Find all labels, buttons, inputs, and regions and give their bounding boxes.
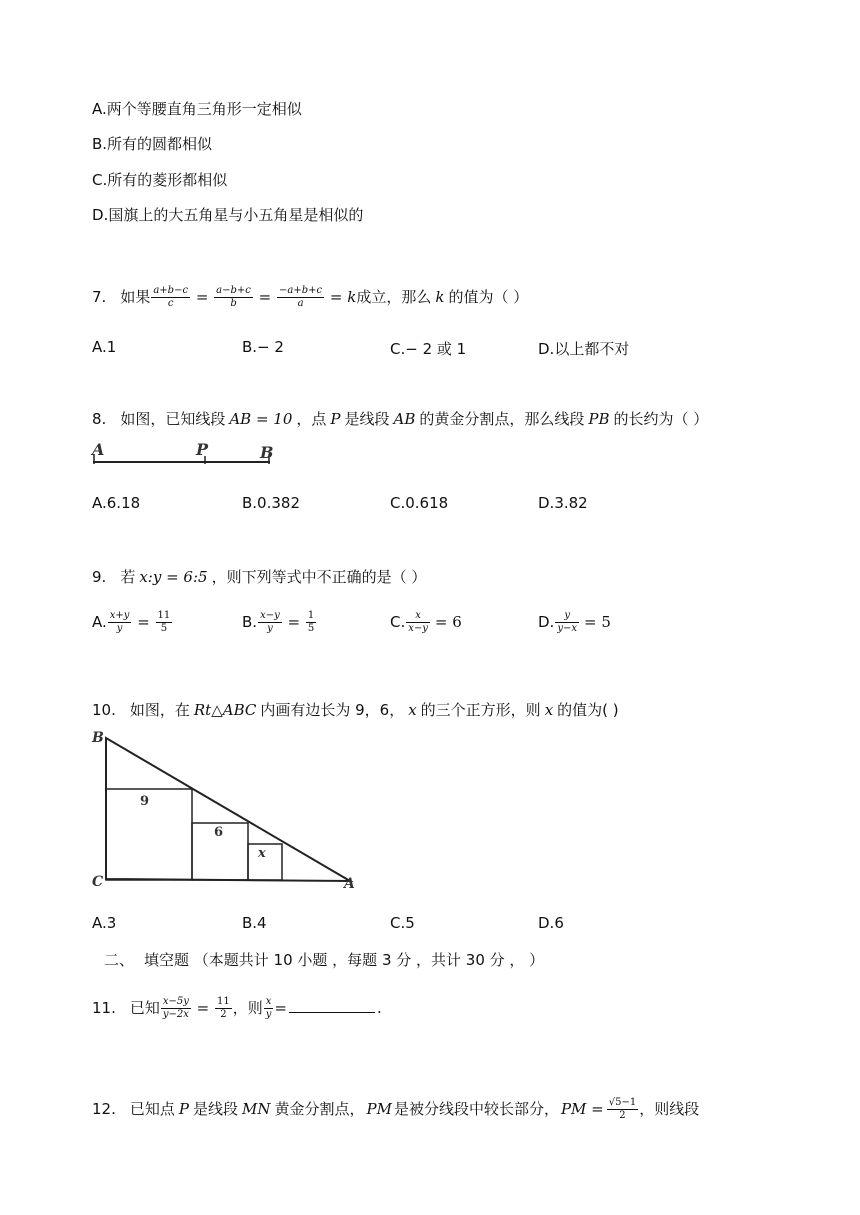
q6-option-c: C.所有的菱形都相似 bbox=[92, 171, 228, 189]
q7-stem: 7. 如果 $\frac{a+b-c}{c}$ = $\frac{a-b+c}{b}$ = $\frac{-a+b+c}{a}$ = k成立，那么 k 的值为（ ） bbox=[92, 285, 529, 309]
q7-option-c: C.− 2 或 1 bbox=[390, 340, 467, 358]
q10-option-a: A.3 bbox=[92, 914, 117, 932]
q8-p: P bbox=[330, 410, 341, 428]
section-2-title: 填空题 （本题共计 10 小题 ，每题 3 分 ，共计 30 分 ， ） bbox=[144, 951, 545, 969]
q10-triangle: Rt△ABC bbox=[193, 701, 257, 719]
section-2-heading bbox=[104, 949, 544, 970]
q6-option-d: D.国旗上的大五角星与小五角星是相似的 bbox=[92, 206, 364, 224]
q9-option-a: A. $\frac{x+y}{y}$ = $\frac{11}{5}$ bbox=[92, 610, 171, 634]
triangle-abc bbox=[106, 738, 350, 881]
q8-ab: AB = 10 bbox=[229, 410, 293, 428]
q12-fraction: $\frac{√5-1}{2}$ bbox=[608, 1097, 637, 1121]
q10-option-b: B.4 bbox=[242, 914, 267, 932]
q11-stem: 11. 已知 $\frac{x-5y}{y-2x}$ = $\frac{11}{2}$ ，则 $\frac{x}{y}$ = . bbox=[92, 996, 382, 1020]
q10-option-d: D.6 bbox=[538, 914, 564, 932]
q8-text-e: 的长约为（ ） bbox=[613, 410, 709, 428]
q8-option-d: D.3.82 bbox=[538, 494, 588, 512]
q9-text-pre: 若 bbox=[120, 568, 136, 586]
q10-x2: x bbox=[544, 701, 554, 719]
q12-text-c: 黄金分割点， bbox=[274, 1100, 365, 1118]
label-a: A bbox=[344, 876, 355, 892]
q6-option-b: B.所有的圆都相似 bbox=[92, 135, 213, 153]
q9-option-b: B. $\frac{x-y}{y}$ = $\frac{1}{5}$ bbox=[242, 610, 315, 634]
q12-mn: MN bbox=[241, 1100, 271, 1118]
q8-text-a: 如图，已知线段 bbox=[120, 410, 226, 428]
q9-stem bbox=[92, 566, 426, 587]
q10-text-a: 如图，在 bbox=[129, 701, 190, 719]
q7-number: 7. bbox=[92, 288, 107, 306]
q11-x-over-y: $\frac{x}{y}$ bbox=[265, 996, 272, 1020]
label-6: 6 bbox=[214, 825, 224, 840]
q12-text-d: 是被分线段中较长部分， bbox=[393, 1100, 559, 1118]
q8-option-b: B.0.382 bbox=[242, 494, 301, 512]
q8-number: 8. bbox=[92, 410, 107, 428]
q11-answer-blank[interactable] bbox=[289, 998, 375, 1013]
q10-text-c: 的三个正方形，则 bbox=[420, 701, 541, 719]
q10-option-c: C.5 bbox=[390, 914, 415, 932]
q12-text-e: ，则线段 bbox=[639, 1100, 700, 1118]
label-c: C bbox=[92, 874, 104, 890]
q8-option-a: A.6.18 bbox=[92, 494, 141, 512]
q8-text-c: 是线段 bbox=[344, 410, 390, 428]
q11-text-pre: 已知 bbox=[129, 999, 160, 1017]
label-b: B bbox=[92, 730, 104, 746]
q8-segment-figure bbox=[88, 436, 278, 468]
q10-text-b: 内画有边长为 9，6， bbox=[260, 701, 405, 719]
label-b: B bbox=[260, 443, 274, 462]
q7-option-d: D.以上都不对 bbox=[538, 340, 630, 358]
q7-text-post: 成立，那么 bbox=[356, 288, 432, 306]
q7-fraction-3: $\frac{-a+b+c}{a}$ bbox=[279, 285, 323, 309]
q11-number: 11. bbox=[92, 999, 116, 1017]
q9-text-post: ，则下列等式中不正确的是（ ） bbox=[211, 568, 427, 586]
q7-tail: 的值为（ ） bbox=[448, 288, 529, 306]
q8-text-b: ，点 bbox=[296, 410, 327, 428]
q7-fraction-2: $\frac{a-b+c}{b}$ bbox=[216, 285, 251, 309]
q8-ab2: AB bbox=[393, 410, 416, 428]
q7-text: 如果 bbox=[120, 288, 151, 306]
q12-pm: PM bbox=[366, 1100, 392, 1118]
q11-rhs-fraction: $\frac{11}{2}$ bbox=[217, 996, 230, 1020]
q7-option-a: A.1 bbox=[92, 338, 117, 356]
q6-option-a: A.两个等腰直角三角形一定相似 bbox=[92, 100, 302, 118]
q12-text-b: 是线段 bbox=[192, 1100, 238, 1118]
q8-stem bbox=[92, 408, 708, 429]
q12-stem bbox=[92, 1097, 699, 1122]
q12-p: P bbox=[178, 1100, 189, 1118]
q10-text-d: 的值为( ) bbox=[557, 701, 619, 719]
q12-number: 12. bbox=[92, 1100, 116, 1118]
q11-text-mid: ，则 bbox=[232, 999, 263, 1017]
q10-triangle-figure bbox=[88, 726, 368, 896]
q7-equals-k: = k bbox=[325, 288, 357, 306]
q8-text-d: 的黄金分割点，那么线段 bbox=[419, 410, 585, 428]
label-x: x bbox=[258, 846, 266, 861]
q7-option-b: B.− 2 bbox=[242, 338, 284, 356]
q9-ratio: x:y = 6:5 bbox=[139, 568, 208, 586]
q12-pm-equals: PM = bbox=[560, 1100, 604, 1118]
q7-k: k bbox=[435, 288, 445, 306]
q9-option-d: D. $\frac{y}{y-x}$ = 5 bbox=[538, 610, 611, 634]
q11-fraction: $\frac{x-5y}{y-2x}$ bbox=[162, 996, 189, 1020]
q9-number: 9. bbox=[92, 568, 107, 586]
label-p: P bbox=[196, 440, 209, 459]
label-9: 9 bbox=[140, 794, 150, 809]
q12-text-a: 已知点 bbox=[129, 1100, 175, 1118]
label-a: A bbox=[92, 440, 105, 459]
q10-number: 10. bbox=[92, 701, 116, 719]
q8-pb: PB bbox=[588, 410, 610, 428]
q10-x: x bbox=[408, 701, 417, 719]
q9-option-c: C. $\frac{x}{x-y}$ = 6 bbox=[390, 610, 462, 634]
q8-option-c: C.0.618 bbox=[390, 494, 449, 512]
q7-fraction-1: $\frac{a+b-c}{c}$ bbox=[153, 285, 189, 309]
section-2-label: 二、 bbox=[104, 951, 135, 969]
q10-stem bbox=[92, 699, 619, 720]
